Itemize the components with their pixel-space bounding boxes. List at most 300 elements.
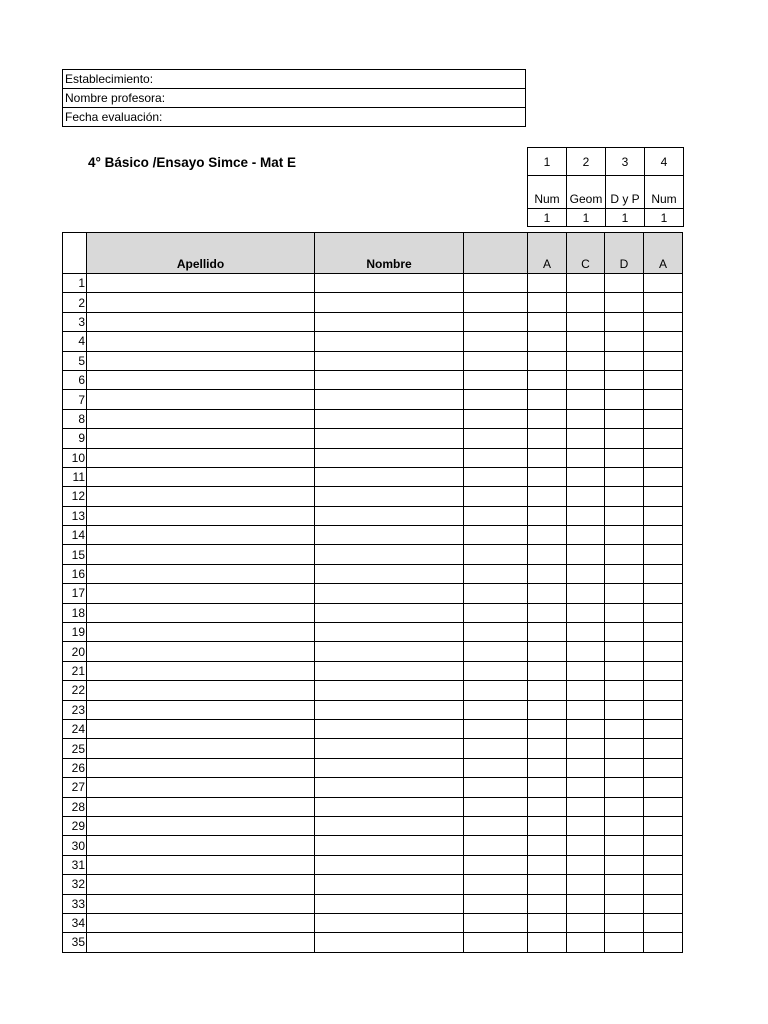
answer-cell[interactable] (567, 816, 605, 835)
nombre-cell[interactable] (315, 526, 464, 545)
sheet-title: 4° Básico /Ensayo Simce - Mat E (88, 155, 296, 170)
table-row (63, 836, 683, 855)
answer-cell[interactable] (567, 312, 605, 331)
answer-cell[interactable] (605, 332, 644, 351)
answer-cell[interactable] (567, 584, 605, 603)
answer-cell[interactable] (528, 603, 567, 622)
nombre-cell[interactable] (315, 506, 464, 525)
apellido-cell[interactable] (87, 312, 315, 331)
answer-cell[interactable] (528, 681, 567, 700)
profesora-field[interactable]: Nombre profesora: (63, 89, 526, 108)
nombre-cell[interactable] (315, 312, 464, 331)
nombre-cell[interactable] (315, 855, 464, 874)
apellido-cell[interactable] (87, 390, 315, 409)
answer-cell[interactable] (644, 875, 683, 894)
extra-cell[interactable] (464, 274, 528, 293)
answer-cell[interactable] (605, 933, 644, 952)
fecha-field[interactable]: Fecha evaluación: (63, 108, 526, 127)
answer-cell[interactable] (567, 293, 605, 312)
extra-cell[interactable] (464, 894, 528, 913)
answer-cell[interactable] (644, 855, 683, 874)
answer-cell[interactable] (567, 467, 605, 486)
extra-cell[interactable] (464, 623, 528, 642)
answer-cell[interactable] (528, 274, 567, 293)
answer-cell[interactable] (528, 564, 567, 583)
nombre-cell[interactable] (315, 487, 464, 506)
extra-cell[interactable] (464, 913, 528, 932)
answer-cell[interactable] (605, 467, 644, 486)
extra-cell[interactable] (464, 526, 528, 545)
answer-cell[interactable] (644, 894, 683, 913)
extra-cell[interactable] (464, 390, 528, 409)
answer-cell[interactable] (567, 661, 605, 680)
nombre-cell[interactable] (315, 390, 464, 409)
answer-cell[interactable] (644, 370, 683, 389)
answer-cell[interactable] (528, 719, 567, 738)
nombre-cell[interactable] (315, 409, 464, 428)
answer-cell[interactable] (528, 429, 567, 448)
table-row (63, 875, 683, 894)
apellido-cell[interactable] (87, 661, 315, 680)
answer-cell[interactable] (644, 487, 683, 506)
answer-cell[interactable] (605, 739, 644, 758)
nombre-cell[interactable] (315, 448, 464, 467)
nombre-cell[interactable] (315, 875, 464, 894)
apellido-cell[interactable] (87, 855, 315, 874)
row-number: 33 (63, 894, 87, 913)
row-number: 9 (63, 429, 87, 448)
answer-cell[interactable] (644, 816, 683, 835)
answer-cell[interactable] (605, 526, 644, 545)
answer-cell[interactable] (644, 681, 683, 700)
row-number: 10 (63, 448, 87, 467)
extra-cell[interactable] (464, 506, 528, 525)
extra-cell[interactable] (464, 448, 528, 467)
answer-cell[interactable] (605, 390, 644, 409)
row-number: 23 (63, 700, 87, 719)
question-area: D y P (606, 176, 645, 209)
answer-cell[interactable] (644, 642, 683, 661)
answer-cell[interactable] (605, 623, 644, 642)
table-row (63, 564, 683, 583)
answer-cell[interactable] (644, 526, 683, 545)
apellido-cell[interactable] (87, 293, 315, 312)
answer-cell[interactable] (644, 293, 683, 312)
answer-cell[interactable] (605, 603, 644, 622)
answer-cell[interactable] (528, 487, 567, 506)
extra-cell[interactable] (464, 312, 528, 331)
apellido-cell[interactable] (87, 274, 315, 293)
apellido-cell[interactable] (87, 642, 315, 661)
extra-cell[interactable] (464, 700, 528, 719)
answer-cell[interactable] (567, 778, 605, 797)
answer-cell[interactable] (528, 661, 567, 680)
nombre-cell[interactable] (315, 933, 464, 952)
answer-cell[interactable] (567, 409, 605, 428)
apellido-cell[interactable] (87, 797, 315, 816)
nombre-cell[interactable] (315, 894, 464, 913)
answer-cell[interactable] (567, 448, 605, 467)
info-box (62, 69, 526, 127)
answer-cell[interactable] (644, 739, 683, 758)
apellido-cell[interactable] (87, 913, 315, 932)
nombre-cell[interactable] (315, 836, 464, 855)
answer-cell[interactable] (605, 758, 644, 777)
extra-cell[interactable] (464, 642, 528, 661)
nombre-cell[interactable] (315, 681, 464, 700)
answer-cell[interactable] (644, 390, 683, 409)
answer-cell[interactable] (567, 332, 605, 351)
answer-cell[interactable] (605, 293, 644, 312)
answer-cell[interactable] (528, 526, 567, 545)
apellido-cell[interactable] (87, 778, 315, 797)
answer-cell[interactable] (528, 351, 567, 370)
question-area-row (528, 176, 684, 209)
answer-cell[interactable] (644, 409, 683, 428)
answer-key: A (644, 233, 683, 274)
answer-cell[interactable] (528, 933, 567, 952)
nombre-cell[interactable] (315, 700, 464, 719)
table-row (63, 913, 683, 932)
extra-cell[interactable] (464, 487, 528, 506)
answer-cell[interactable] (605, 274, 644, 293)
answer-cell[interactable] (605, 797, 644, 816)
answer-cell[interactable] (528, 758, 567, 777)
answer-cell[interactable] (528, 836, 567, 855)
answer-cell[interactable] (567, 739, 605, 758)
answer-cell[interactable] (644, 700, 683, 719)
extra-cell[interactable] (464, 836, 528, 855)
answer-cell[interactable] (567, 836, 605, 855)
answer-cell[interactable] (605, 836, 644, 855)
extra-cell[interactable] (464, 351, 528, 370)
answer-cell[interactable] (605, 875, 644, 894)
answer-cell[interactable] (644, 797, 683, 816)
apellido-cell[interactable] (87, 351, 315, 370)
answer-cell[interactable] (644, 623, 683, 642)
answer-cell[interactable] (567, 894, 605, 913)
nombre-cell[interactable] (315, 642, 464, 661)
apellido-cell[interactable] (87, 487, 315, 506)
row-number: 16 (63, 564, 87, 583)
question-area: Num (528, 176, 567, 209)
extra-cell[interactable] (464, 467, 528, 486)
answer-cell[interactable] (528, 797, 567, 816)
answer-cell[interactable] (605, 487, 644, 506)
answer-cell[interactable] (644, 506, 683, 525)
answer-cell[interactable] (644, 584, 683, 603)
answer-cell[interactable] (567, 487, 605, 506)
answer-cell[interactable] (605, 506, 644, 525)
nombre-cell[interactable] (315, 816, 464, 835)
apellido-cell[interactable] (87, 584, 315, 603)
establecimiento-field[interactable]: Establecimiento: (63, 70, 526, 89)
apellido-cell[interactable] (87, 506, 315, 525)
answer-cell[interactable] (605, 855, 644, 874)
nombre-cell[interactable] (315, 332, 464, 351)
apellido-cell[interactable] (87, 467, 315, 486)
extra-cell[interactable] (464, 778, 528, 797)
answer-cell[interactable] (605, 429, 644, 448)
answer-cell[interactable] (644, 448, 683, 467)
answer-cell[interactable] (644, 719, 683, 738)
nombre-cell[interactable] (315, 797, 464, 816)
apellido-cell[interactable] (87, 816, 315, 835)
extra-cell[interactable] (464, 332, 528, 351)
table-row (63, 448, 683, 467)
extra-cell[interactable] (464, 409, 528, 428)
answer-cell[interactable] (567, 797, 605, 816)
extra-cell[interactable] (464, 875, 528, 894)
table-row (63, 545, 683, 564)
extra-cell[interactable] (464, 545, 528, 564)
apellido-cell[interactable] (87, 429, 315, 448)
answer-cell[interactable] (528, 312, 567, 331)
answer-cell[interactable] (528, 545, 567, 564)
question-area: Num (645, 176, 684, 209)
answer-cell[interactable] (644, 913, 683, 932)
row-number: 18 (63, 603, 87, 622)
nombre-header: Nombre (315, 233, 464, 274)
answer-cell[interactable] (567, 351, 605, 370)
apellido-cell[interactable] (87, 603, 315, 622)
answer-cell[interactable] (567, 390, 605, 409)
extra-cell[interactable] (464, 758, 528, 777)
answer-cell[interactable] (528, 778, 567, 797)
roster-header-row (63, 233, 683, 274)
nombre-cell[interactable] (315, 274, 464, 293)
table-row (63, 933, 683, 952)
answer-cell[interactable] (644, 332, 683, 351)
row-number: 25 (63, 739, 87, 758)
apellido-cell[interactable] (87, 875, 315, 894)
extra-cell[interactable] (464, 797, 528, 816)
table-row (63, 332, 683, 351)
extra-cell[interactable] (464, 933, 528, 952)
nombre-cell[interactable] (315, 739, 464, 758)
extra-cell[interactable] (464, 584, 528, 603)
answer-cell[interactable] (605, 642, 644, 661)
apellido-cell[interactable] (87, 836, 315, 855)
nombre-cell[interactable] (315, 623, 464, 642)
answer-cell[interactable] (528, 448, 567, 467)
answer-cell[interactable] (567, 642, 605, 661)
row-number: 17 (63, 584, 87, 603)
apellido-cell[interactable] (87, 332, 315, 351)
answer-cell[interactable] (567, 681, 605, 700)
table-row (63, 506, 683, 525)
question-header (527, 147, 684, 227)
answer-cell[interactable] (605, 448, 644, 467)
answer-cell[interactable] (605, 816, 644, 835)
answer-cell[interactable] (605, 700, 644, 719)
nombre-cell[interactable] (315, 758, 464, 777)
apellido-cell[interactable] (87, 623, 315, 642)
answer-cell[interactable] (528, 894, 567, 913)
row-number: 6 (63, 370, 87, 389)
extra-cell[interactable] (464, 855, 528, 874)
answer-cell[interactable] (605, 894, 644, 913)
apellido-cell[interactable] (87, 545, 315, 564)
apellido-cell[interactable] (87, 448, 315, 467)
answer-cell[interactable] (528, 293, 567, 312)
answer-cell[interactable] (644, 564, 683, 583)
answer-cell[interactable] (605, 778, 644, 797)
answer-cell[interactable] (528, 623, 567, 642)
answer-cell[interactable] (528, 390, 567, 409)
question-score: 1 (528, 209, 567, 227)
apellido-cell[interactable] (87, 719, 315, 738)
answer-cell[interactable] (528, 584, 567, 603)
answer-cell[interactable] (644, 274, 683, 293)
answer-cell[interactable] (605, 545, 644, 564)
answer-cell[interactable] (528, 506, 567, 525)
answer-cell[interactable] (605, 913, 644, 932)
answer-cell[interactable] (528, 855, 567, 874)
answer-cell[interactable] (644, 661, 683, 680)
answer-cell[interactable] (528, 875, 567, 894)
answer-cell[interactable] (567, 370, 605, 389)
answer-cell[interactable] (528, 370, 567, 389)
answer-cell[interactable] (644, 429, 683, 448)
answer-cell[interactable] (605, 661, 644, 680)
answer-cell[interactable] (567, 564, 605, 583)
answer-cell[interactable] (528, 467, 567, 486)
apellido-cell[interactable] (87, 370, 315, 389)
nombre-cell[interactable] (315, 293, 464, 312)
extra-cell[interactable] (464, 739, 528, 758)
answer-cell[interactable] (528, 739, 567, 758)
nombre-cell[interactable] (315, 913, 464, 932)
table-row (63, 758, 683, 777)
answer-cell[interactable] (644, 312, 683, 331)
answer-cell[interactable] (567, 855, 605, 874)
answer-cell[interactable] (605, 351, 644, 370)
extra-cell[interactable] (464, 661, 528, 680)
nombre-cell[interactable] (315, 429, 464, 448)
nombre-cell[interactable] (315, 778, 464, 797)
row-number: 19 (63, 623, 87, 642)
row-number: 32 (63, 875, 87, 894)
extra-cell[interactable] (464, 564, 528, 583)
extra-cell[interactable] (464, 429, 528, 448)
nombre-cell[interactable] (315, 351, 464, 370)
answer-cell[interactable] (528, 642, 567, 661)
extra-cell[interactable] (464, 603, 528, 622)
nombre-cell[interactable] (315, 564, 464, 583)
apellido-cell[interactable] (87, 894, 315, 913)
answer-cell[interactable] (644, 467, 683, 486)
answer-cell[interactable] (567, 875, 605, 894)
answer-cell[interactable] (567, 700, 605, 719)
question-score: 1 (567, 209, 606, 227)
table-row (63, 467, 683, 486)
extra-cell[interactable] (464, 719, 528, 738)
table-row (63, 390, 683, 409)
table-row (63, 894, 683, 913)
nombre-cell[interactable] (315, 545, 464, 564)
table-row (63, 429, 683, 448)
nombre-cell[interactable] (315, 719, 464, 738)
question-score-row (528, 209, 684, 227)
nombre-cell[interactable] (315, 467, 464, 486)
answer-cell[interactable] (644, 758, 683, 777)
answer-cell[interactable] (644, 603, 683, 622)
apellido-cell[interactable] (87, 409, 315, 428)
apellido-cell[interactable] (87, 526, 315, 545)
apellido-cell[interactable] (87, 758, 315, 777)
answer-cell[interactable] (567, 506, 605, 525)
question-number-row (528, 148, 684, 176)
apellido-cell[interactable] (87, 564, 315, 583)
answer-cell[interactable] (644, 545, 683, 564)
answer-cell[interactable] (644, 778, 683, 797)
apellido-cell[interactable] (87, 933, 315, 952)
answer-cell[interactable] (644, 836, 683, 855)
nombre-cell[interactable] (315, 370, 464, 389)
answer-cell[interactable] (528, 816, 567, 835)
answer-cell[interactable] (605, 681, 644, 700)
answer-cell[interactable] (605, 370, 644, 389)
row-number: 3 (63, 312, 87, 331)
answer-cell[interactable] (528, 913, 567, 932)
answer-cell[interactable] (528, 700, 567, 719)
answer-cell[interactable] (605, 564, 644, 583)
table-row (63, 370, 683, 389)
apellido-cell[interactable] (87, 681, 315, 700)
answer-cell[interactable] (567, 545, 605, 564)
nombre-cell[interactable] (315, 661, 464, 680)
answer-cell[interactable] (528, 332, 567, 351)
answer-key: C (567, 233, 605, 274)
answer-cell[interactable] (605, 409, 644, 428)
apellido-cell[interactable] (87, 739, 315, 758)
answer-cell[interactable] (605, 719, 644, 738)
answer-cell[interactable] (567, 623, 605, 642)
answer-cell[interactable] (567, 526, 605, 545)
nombre-cell[interactable] (315, 584, 464, 603)
answer-cell[interactable] (567, 719, 605, 738)
question-number: 4 (645, 148, 684, 176)
extra-cell[interactable] (464, 370, 528, 389)
table-row (63, 526, 683, 545)
answer-cell[interactable] (644, 933, 683, 952)
answer-cell[interactable] (567, 758, 605, 777)
answer-cell[interactable] (567, 274, 605, 293)
extra-cell[interactable] (464, 293, 528, 312)
table-row (63, 797, 683, 816)
answer-cell[interactable] (567, 933, 605, 952)
question-number: 3 (606, 148, 645, 176)
answer-cell[interactable] (605, 584, 644, 603)
extra-header (464, 233, 528, 274)
answer-cell[interactable] (567, 603, 605, 622)
row-number: 1 (63, 274, 87, 293)
roster-body (63, 274, 683, 953)
row-number: 20 (63, 642, 87, 661)
nombre-cell[interactable] (315, 603, 464, 622)
extra-cell[interactable] (464, 681, 528, 700)
answer-cell[interactable] (567, 913, 605, 932)
answer-cell[interactable] (567, 429, 605, 448)
extra-cell[interactable] (464, 816, 528, 835)
row-number: 29 (63, 816, 87, 835)
row-number: 35 (63, 933, 87, 952)
apellido-cell[interactable] (87, 700, 315, 719)
answer-cell[interactable] (528, 409, 567, 428)
answer-cell[interactable] (644, 351, 683, 370)
answer-cell[interactable] (605, 312, 644, 331)
